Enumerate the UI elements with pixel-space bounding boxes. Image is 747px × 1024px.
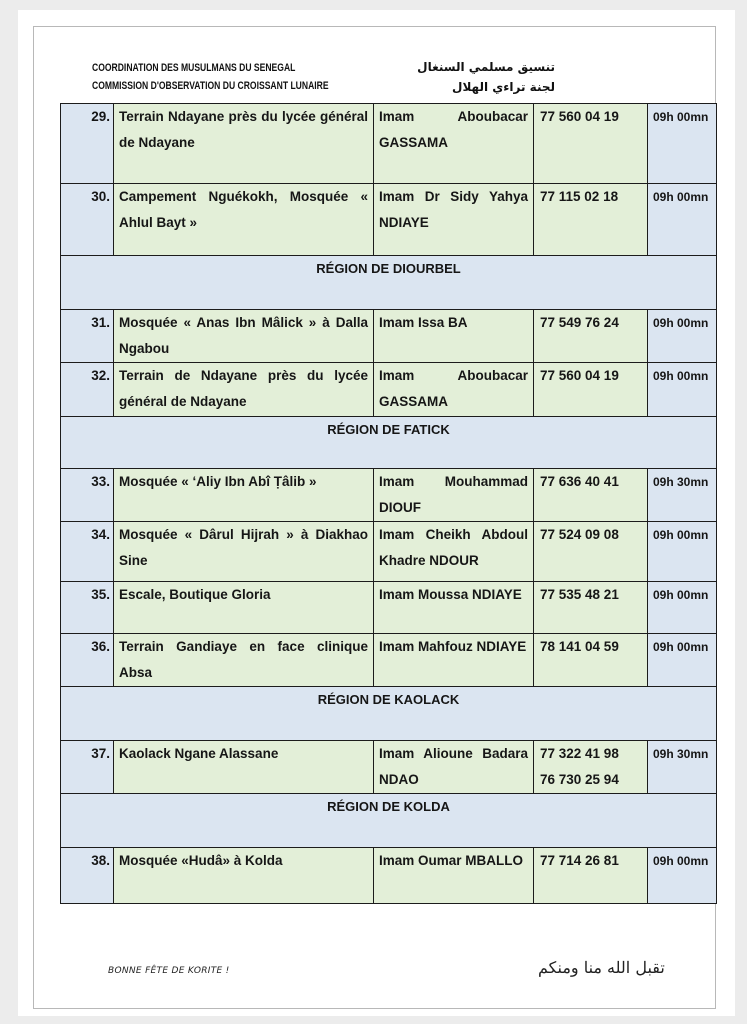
phone-cell <box>534 104 648 184</box>
row-number: 30. <box>61 184 114 256</box>
prayer-time-cell: 09h 30mn <box>648 469 717 522</box>
footer-greeting-arabic: تقبل الله منا ومنكم <box>538 958 665 977</box>
prayer-time-cell: 09h 00mn <box>648 310 717 363</box>
document-page <box>18 10 735 1016</box>
row-number: 35. <box>61 582 114 634</box>
phone-cell <box>534 522 648 582</box>
location-cell: Mosquée « Dârul Hijrah » à Diakhao Sine <box>114 522 374 582</box>
phone-cell <box>534 363 648 417</box>
row-number: 32. <box>61 363 114 417</box>
phone-cell <box>534 310 648 363</box>
region-row <box>61 794 717 848</box>
prayer-time-cell: 09h 00mn <box>648 522 717 582</box>
prayer-time-cell: 09h 00mn <box>648 104 717 184</box>
phone-number: 77 636 40 41 <box>540 474 619 489</box>
prayer-time-cell: 09h 00mn <box>648 634 717 687</box>
region-heading: RÉGION DE DIOURBEL <box>61 256 717 310</box>
region-heading: RÉGION DE KAOLACK <box>61 687 717 741</box>
row-number: 38. <box>61 848 114 904</box>
row-number: 33. <box>61 469 114 522</box>
phone-cell <box>534 741 648 794</box>
table-body <box>61 104 717 904</box>
row-number: 36. <box>61 634 114 687</box>
row-number: 34. <box>61 522 114 582</box>
header-org-name-arabic: تنسيق مسلمي السنغال <box>417 60 555 74</box>
prayer-time-cell: 09h 00mn <box>648 363 717 417</box>
location-cell: Terrain de Ndayane près du lycée général de Ndayane <box>114 363 374 417</box>
phone-cell <box>534 848 648 904</box>
location-cell: Terrain Ndayane près du lycée général de Ndayane <box>114 104 374 184</box>
table-row <box>61 310 717 363</box>
row-number: 31. <box>61 310 114 363</box>
phone-number: 77 714 26 81 <box>540 853 619 868</box>
location-cell: Kaolack Ngane Alassane <box>114 741 374 794</box>
header-commission-name-arabic: لجنة تراءي الهلال <box>452 80 555 94</box>
phone-number: 77 535 48 21 <box>540 587 619 602</box>
table-row <box>61 522 717 582</box>
phone-number: 77 115 02 18 <box>540 189 619 204</box>
phone-number: 77 549 76 24 <box>540 315 619 330</box>
imam-cell: Imam Cheikh Abdoul Khadre NDOUR <box>374 522 534 582</box>
table-row <box>61 363 717 417</box>
location-cell: Campement Nguékokh, Mosquée « Ahlul Bayt » <box>114 184 374 256</box>
prayer-time-cell: 09h 30mn <box>648 741 717 794</box>
row-number: 37. <box>61 741 114 794</box>
prayer-time-cell: 09h 00mn <box>648 582 717 634</box>
phone-cell <box>534 634 648 687</box>
table-row <box>61 469 717 522</box>
footer-greeting: BONNE FÊTE DE KORITE ! <box>108 966 230 976</box>
location-cell: Mosquée « ‘Aliy Ibn Abî Ṭâlib » <box>114 469 374 522</box>
table-row <box>61 848 717 904</box>
phone-cell <box>534 469 648 522</box>
phone-number: 77 322 41 98 <box>540 746 619 761</box>
table-row <box>61 582 717 634</box>
row-number: 29. <box>61 104 114 184</box>
region-heading: RÉGION DE KOLDA <box>61 794 717 848</box>
phone-number: 77 560 04 19 <box>540 109 619 124</box>
region-row <box>61 687 717 741</box>
imam-cell: Imam Mahfouz NDIAYE <box>374 634 534 687</box>
imam-cell: Imam Aboubacar GASSAMA <box>374 363 534 417</box>
prayer-time-cell: 09h 00mn <box>648 848 717 904</box>
imam-cell: Imam Mouhammad DIOUF <box>374 469 534 522</box>
table-row <box>61 184 717 256</box>
phone-number: 77 524 09 08 <box>540 527 619 542</box>
region-row <box>61 256 717 310</box>
phone-number: 76 730 25 94 <box>540 772 619 787</box>
table-row <box>61 741 717 794</box>
phone-number: 78 141 04 59 <box>540 639 619 654</box>
location-cell: Terrain Gandiaye en face clinique Absa <box>114 634 374 687</box>
header-org-name: COORDINATION DES MUSULMANS DU SENEGAL <box>92 62 296 74</box>
header-commission-name: COMMISSION D'OBSERVATION DU CROISSANT LUNAIRE <box>92 80 329 92</box>
imam-cell: Imam Oumar MBALLO <box>374 848 534 904</box>
location-cell: Escale, Boutique Gloria <box>114 582 374 634</box>
location-cell: Mosquée «Hudâ» à Kolda <box>114 848 374 904</box>
table-row <box>61 634 717 687</box>
prayer-time-cell: 09h 00mn <box>648 184 717 256</box>
location-cell: Mosquée « Anas Ibn Mâlick » à Dalla Ngabou <box>114 310 374 363</box>
phone-cell <box>534 184 648 256</box>
region-row <box>61 417 717 469</box>
imam-cell: Imam Alioune Badara NDAO <box>374 741 534 794</box>
phone-cell <box>534 582 648 634</box>
prayer-location-table <box>60 103 717 904</box>
region-heading: RÉGION DE FATICK <box>61 417 717 469</box>
imam-cell: Imam Moussa NDIAYE <box>374 582 534 634</box>
table-row <box>61 104 717 184</box>
imam-cell: Imam Aboubacar GASSAMA <box>374 104 534 184</box>
phone-number: 77 560 04 19 <box>540 368 619 383</box>
imam-cell: Imam Issa BA <box>374 310 534 363</box>
imam-cell: Imam Dr Sidy Yahya NDIAYE <box>374 184 534 256</box>
